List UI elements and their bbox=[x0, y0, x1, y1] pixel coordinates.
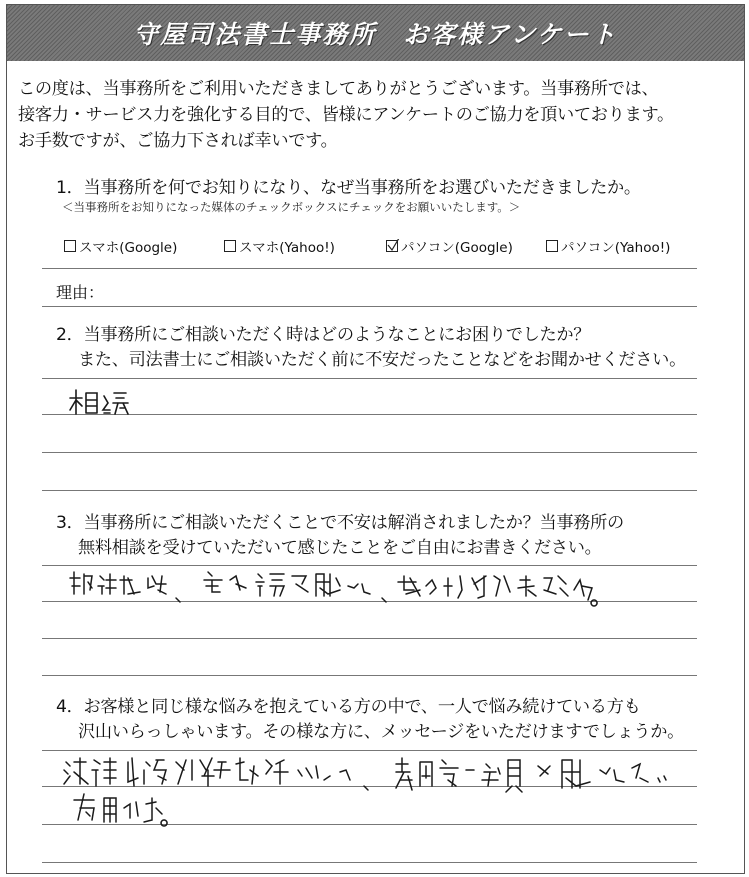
intro-line: この度は、当事務所をご利用いただきましてありがとうございます。当事務所では、 bbox=[18, 79, 659, 99]
option-label: スマホ(Yahoo!) bbox=[239, 240, 335, 256]
q4-question-line2: 沢山いらっしゃいます。その様な方に、メッセージをいただけますでしょうか。 bbox=[78, 722, 685, 742]
option-label: スマホ(Google) bbox=[79, 240, 178, 256]
reason-label: 理由： bbox=[56, 283, 105, 302]
page-title: 守屋司法書士事務所 お客様アンケート bbox=[133, 20, 618, 49]
intro-line: お手数ですが、ご協力下されば幸いです。 bbox=[18, 131, 338, 151]
q1-note: ＜当事務所をお知りになった媒体のチェックボックスにチェックをお願いいたします。＞ bbox=[62, 200, 521, 214]
q1-question: 1．当事務所を何でお知りになり、なぜ当事務所をお選びいただきましたか。 bbox=[56, 178, 641, 198]
q2-question-line1: 2．当事務所にご相談いただく時はどのようなことにお困りでしたか？ bbox=[56, 325, 591, 345]
q2-handwritten-answer bbox=[70, 390, 128, 414]
q3-question-line2: 無料相談を受けていただいて感じたことをご自由にお書きください。 bbox=[78, 538, 602, 558]
intro-line: 接客力・サービス力を強化する目的で、皆様にアンケートのご協力を頂いております。 bbox=[18, 105, 674, 125]
q4-question-line1: 4．お客様と同じ様な悩みを抱えている方の中で、一人で悩み続けている方も bbox=[56, 697, 641, 717]
q3-question-line1: 3．当事務所にご相談いただくことで不安は解消されましたか？当事務所の bbox=[56, 513, 624, 533]
q4-handwritten-answer-line2 bbox=[74, 794, 167, 826]
option-label: パソコン(Yahoo!) bbox=[561, 240, 671, 256]
q3-handwritten-answer bbox=[70, 572, 597, 606]
q4-handwritten-answer bbox=[64, 758, 666, 792]
q2-question-line2: また、司法書士にご相談いただく前に不安だったことなどをお聞かせください。 bbox=[78, 350, 686, 370]
option-label: パソコン(Google) bbox=[401, 240, 513, 256]
